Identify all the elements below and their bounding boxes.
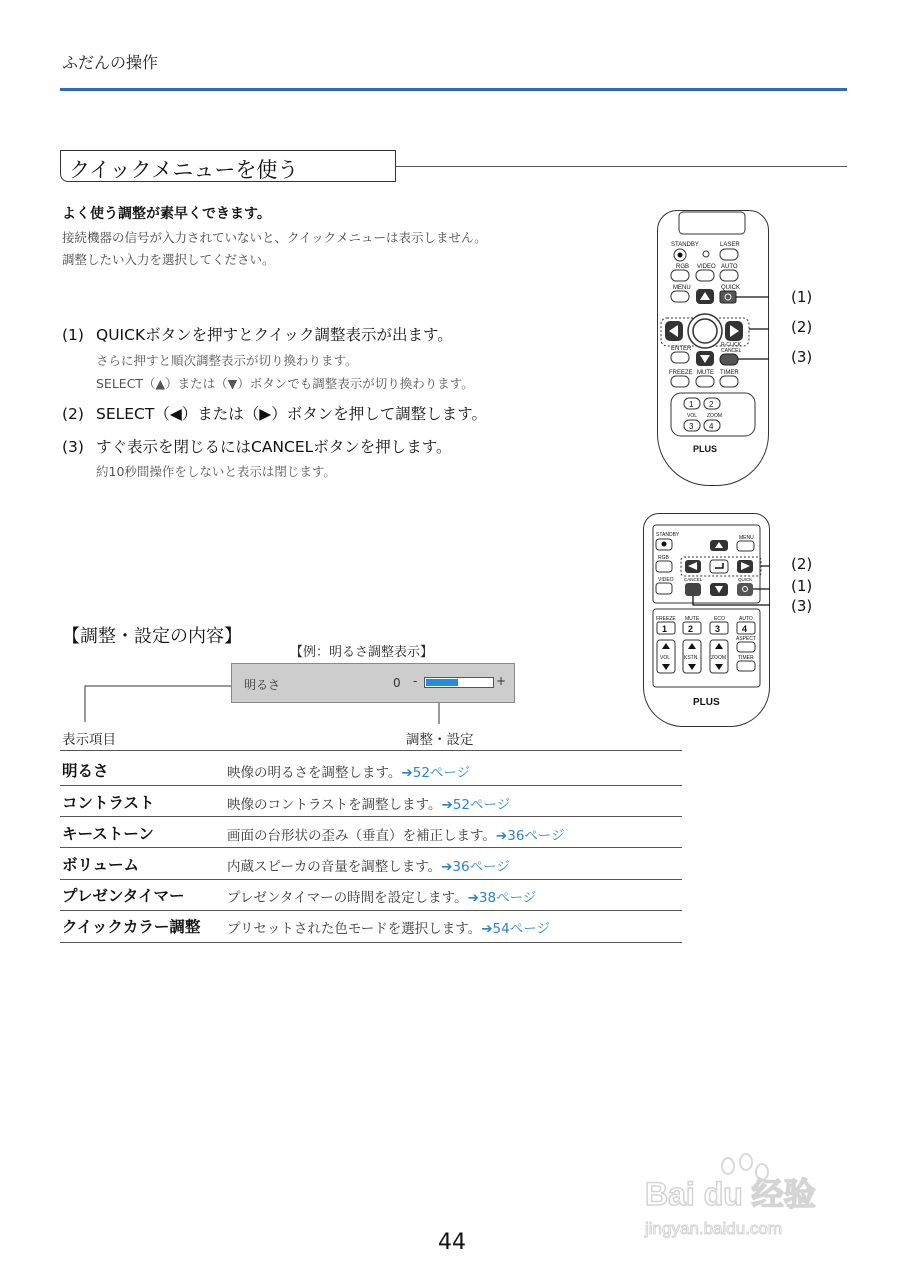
timer-button — [737, 661, 755, 671]
table-row-item: コントラスト — [62, 794, 155, 812]
table-divider — [60, 879, 682, 880]
section-lead: よく使う調整が素早くできます。 — [62, 206, 271, 222]
freeze-button — [671, 376, 689, 387]
label-kstn: KSTN — [684, 655, 698, 661]
remote-top-window — [679, 212, 745, 234]
key-2-label: 2 — [688, 624, 694, 634]
standby-dot — [662, 542, 667, 547]
step-1 — [62, 323, 453, 345]
key-2-label: 2 — [709, 400, 714, 409]
table-row-item: プレゼンタイマー — [62, 887, 185, 905]
table-divider — [60, 847, 682, 848]
enter-button — [710, 560, 728, 573]
mute-button — [696, 376, 714, 387]
label-freeze: FREEZE — [669, 370, 693, 376]
watermark-url: jingyan.baidu.com — [645, 1219, 783, 1238]
paw-toe — [740, 1154, 752, 1170]
osd-plus: + — [496, 674, 507, 688]
label-laser: LASER — [720, 242, 740, 248]
label-auto: AUTO — [739, 616, 753, 622]
step-3 — [62, 435, 452, 457]
label-zoom: ZOOM — [707, 413, 722, 419]
paw-toe — [722, 1158, 734, 1174]
page-ref-link[interactable]: ➔52ページ — [401, 765, 471, 781]
step-number: (3) — [62, 438, 84, 456]
step-1-note: SELECT（▲）または（▼）ボタンでも調整表示が切り換わります。 — [96, 376, 474, 391]
baidu-watermark — [640, 1150, 860, 1250]
table-divider — [60, 942, 682, 943]
row-desc-text: プリセットされた色モードを選択します。 — [227, 921, 482, 937]
row-desc-text: プレゼンタイマーの時間を設定します。 — [227, 890, 468, 906]
label-video: VIDEO — [658, 577, 674, 583]
osd-value: 0 — [393, 676, 401, 690]
table-row-desc — [227, 855, 510, 875]
label-eco: ECO — [714, 616, 725, 622]
label-menu: MENU — [739, 535, 754, 541]
table-divider — [60, 750, 682, 751]
table-row-item: キーストーン — [62, 825, 154, 843]
section-title: クイックメニューを使う — [60, 150, 396, 182]
key-3-label: 3 — [689, 422, 694, 431]
page-number: 44 — [438, 1230, 466, 1255]
cancel-button — [685, 583, 701, 596]
video-button — [696, 270, 714, 281]
label-standby: STANDBY — [656, 532, 680, 538]
label-freeze: FREEZE — [656, 616, 676, 622]
key-3-label: 3 — [715, 624, 721, 634]
step-3-note: 約10秒間操作をしないと表示は閉じます。 — [96, 464, 336, 479]
osd-item-name: 明るさ — [244, 678, 281, 692]
label-vol: VOL — [687, 413, 698, 419]
label-vol: VOL — [660, 655, 671, 661]
table-row-desc — [227, 917, 550, 937]
remote-2-buttons — [643, 513, 770, 727]
label-timer: TIMER — [720, 370, 739, 376]
label-mute: MUTE — [685, 616, 700, 622]
step-text: SELECT（◀）または（▶）ボタンを押して調整します。 — [96, 405, 487, 423]
intro-line: 接続機器の信号が入力されていないと、クイックメニューは表示しません。 — [62, 230, 487, 245]
header-rule — [60, 88, 847, 91]
page-ref-link[interactable]: ➔38ページ — [467, 890, 537, 906]
step-text: すぐ表示を閉じるにはCANCELボタンを押します。 — [96, 438, 452, 456]
menu-button — [671, 291, 689, 302]
timer-button — [720, 376, 738, 387]
adjust-section-title: 【調整・設定の内容】 — [62, 626, 242, 647]
label-quick: QUICK — [721, 285, 741, 291]
callout-label: (2) — [791, 555, 813, 573]
label-mute: MUTE — [697, 370, 714, 376]
row-desc-text: 内蔵スピーカの音量を調整します。 — [227, 859, 442, 875]
table-row-desc — [227, 824, 565, 844]
quick-button — [720, 291, 736, 303]
table-divider — [60, 910, 682, 911]
row-desc-text: 画面の台形状の歪み（垂直）を補正します。 — [227, 828, 496, 844]
label-auto: AUTO — [721, 264, 738, 270]
step-number: (2) — [62, 405, 84, 423]
label-standby: STANDBY — [671, 242, 699, 248]
pad-center — [693, 319, 717, 343]
example-leader-lines — [60, 670, 460, 730]
aspect-button — [737, 642, 755, 652]
page-ref-link[interactable]: ➔54ページ — [481, 921, 550, 937]
table-row-item: 明るさ — [62, 762, 109, 780]
label-menu: MENU — [673, 285, 691, 291]
section-rule — [396, 166, 847, 167]
key-1-label: 1 — [662, 624, 668, 634]
label-cancel: CANCEL — [721, 348, 742, 354]
column-header-setting: 調整・設定 — [406, 732, 474, 748]
key-4-label: 4 — [709, 422, 714, 431]
label-enter: ENTER — [671, 346, 692, 352]
intro-line: 調整したい入力を選択してください。 — [62, 252, 275, 267]
brand-logo: PLUS — [693, 444, 718, 454]
auto-button — [720, 270, 738, 281]
callout-label: (1) — [791, 577, 813, 595]
label-cancel: CANCEL — [684, 577, 703, 582]
table-divider — [60, 816, 682, 817]
watermark-brand: Bai du 经验 — [645, 1176, 816, 1212]
label-video: VIDEO — [697, 264, 716, 270]
table-row-desc — [227, 886, 536, 906]
label-rgb: RGB — [676, 264, 690, 270]
row-desc-text: 映像のコントラストを調整します。 — [227, 797, 442, 813]
key-1-label: 1 — [689, 400, 694, 409]
callout-label: (2) — [791, 318, 813, 336]
standby-dot — [678, 253, 683, 258]
table-divider — [60, 785, 682, 786]
step-number: (1) — [62, 326, 84, 344]
label-quick: QUICK — [738, 577, 753, 582]
brand-logo: PLUS — [693, 697, 720, 708]
callout-label: (3) — [791, 348, 813, 366]
quick-button — [737, 583, 753, 596]
step-1-note: さらに押すと順次調整表示が切り換わります。 — [96, 353, 358, 368]
example-label: 【例：明るさ調整表示】 — [290, 645, 434, 660]
row-desc-text: 映像の明るさを調整します。 — [227, 765, 402, 781]
table-row-item: クイックカラー調整 — [62, 918, 201, 936]
rgb-button — [656, 561, 672, 572]
step-2 — [62, 402, 487, 424]
header-title: ふだんの操作 — [62, 53, 159, 72]
menu-button — [737, 541, 754, 551]
callout-label: (3) — [791, 597, 813, 615]
laser-button — [720, 249, 738, 260]
video-button — [656, 583, 672, 594]
key-4-label: 4 — [742, 624, 748, 634]
rgb-button — [671, 270, 689, 281]
enter-button — [671, 352, 689, 363]
cancel-button — [720, 354, 738, 365]
callout-label: (1) — [791, 288, 813, 306]
table-row-desc — [227, 793, 510, 813]
table-row-item: ボリューム — [62, 856, 140, 874]
step-text: QUICKボタンを押すとクイック調整表示が出ます。 — [96, 326, 453, 344]
page-ref-link[interactable]: ➔36ページ — [441, 859, 510, 875]
indicator-led — [703, 251, 709, 257]
item-leader-line — [85, 686, 231, 722]
column-header-item: 表示項目 — [62, 732, 116, 748]
label-rclick: R-CLICK — [721, 342, 742, 348]
remote-1-buttons — [657, 210, 769, 486]
label-rgb: RGB — [658, 555, 669, 561]
page-ref-link[interactable]: ➔36ページ — [495, 828, 565, 844]
label-timer: TIMER — [738, 655, 754, 661]
label-aspect: ASPECT — [736, 636, 757, 642]
table-row-desc — [227, 761, 470, 781]
label-zoom: ZOOM — [711, 655, 726, 661]
page-ref-link[interactable]: ➔52ページ — [441, 797, 511, 813]
osd-minus: - — [413, 674, 418, 688]
